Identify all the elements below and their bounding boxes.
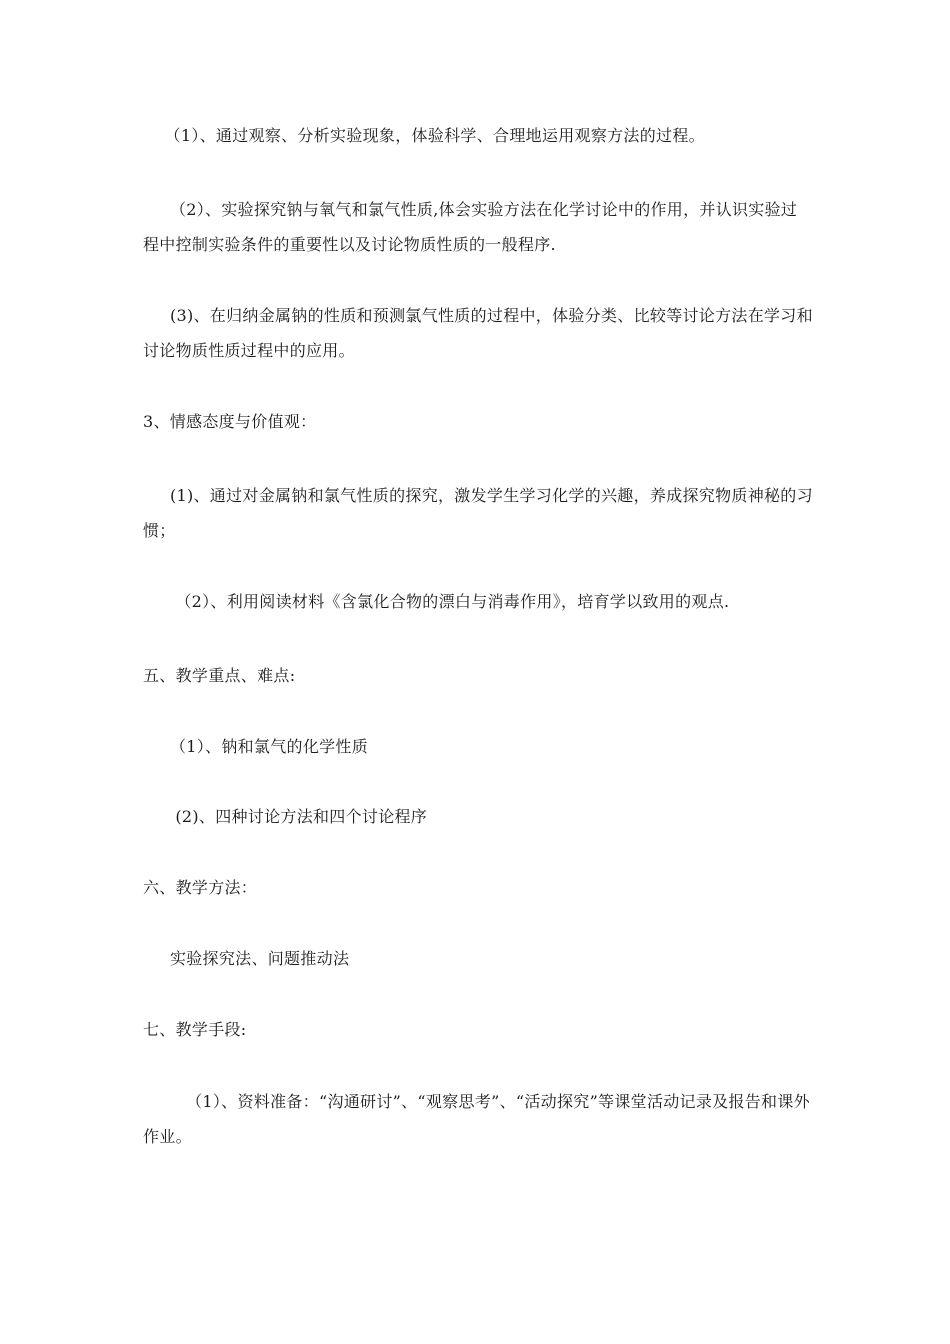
section-heading-methods: 六、教学方法： [143,878,258,897]
section-heading-means: 七、教学手段: [143,1020,247,1039]
objective-process-1: （1）、通过观察、分析实验现象，体验科学、合理地运用观察方法的过程。 [143,126,705,145]
section-heading-key-points: 五、教学重点、难点: [143,666,296,685]
means-item-1: （1）、资料准备：“沟通研讨”、“观察思考”、“活动探究”等课堂活动记录及报告和课外作业。 [143,1092,810,1146]
key-point-1: （1）、钠和氯气的化学性质 [143,737,369,756]
key-point-2: (2)、四种讨论方法和四个讨论程序 [143,807,428,826]
attitude-item-1: (1)、通过对金属钠和氯气性质的探究，激发学生学习化学的兴趣，养成探究物质神秘的习惯； [143,486,813,540]
attitude-item-2: （2）、利用阅读材料《含氯化合物的漂白与消毒作用》，培育学以致用的观点. [143,592,730,611]
methods-text: 实验探究法、问题推动法 [143,949,350,968]
objective-process-2: （2）、实验探究钠与氧气和氯气性质,体会实验方法在化学讨论中的作用，并认识实验过程中控制实验条件的重要性以及讨论物质性质的一般程序. [143,200,798,254]
objective-process-3: (3)、在归纳金属钠的性质和预测氯气性质的过程中，体验分类、比较等讨论方法在学习和讨论物质性质过程中的应用。 [143,306,813,360]
section-heading-attitude: 3、情感态度与价值观： [143,412,317,431]
